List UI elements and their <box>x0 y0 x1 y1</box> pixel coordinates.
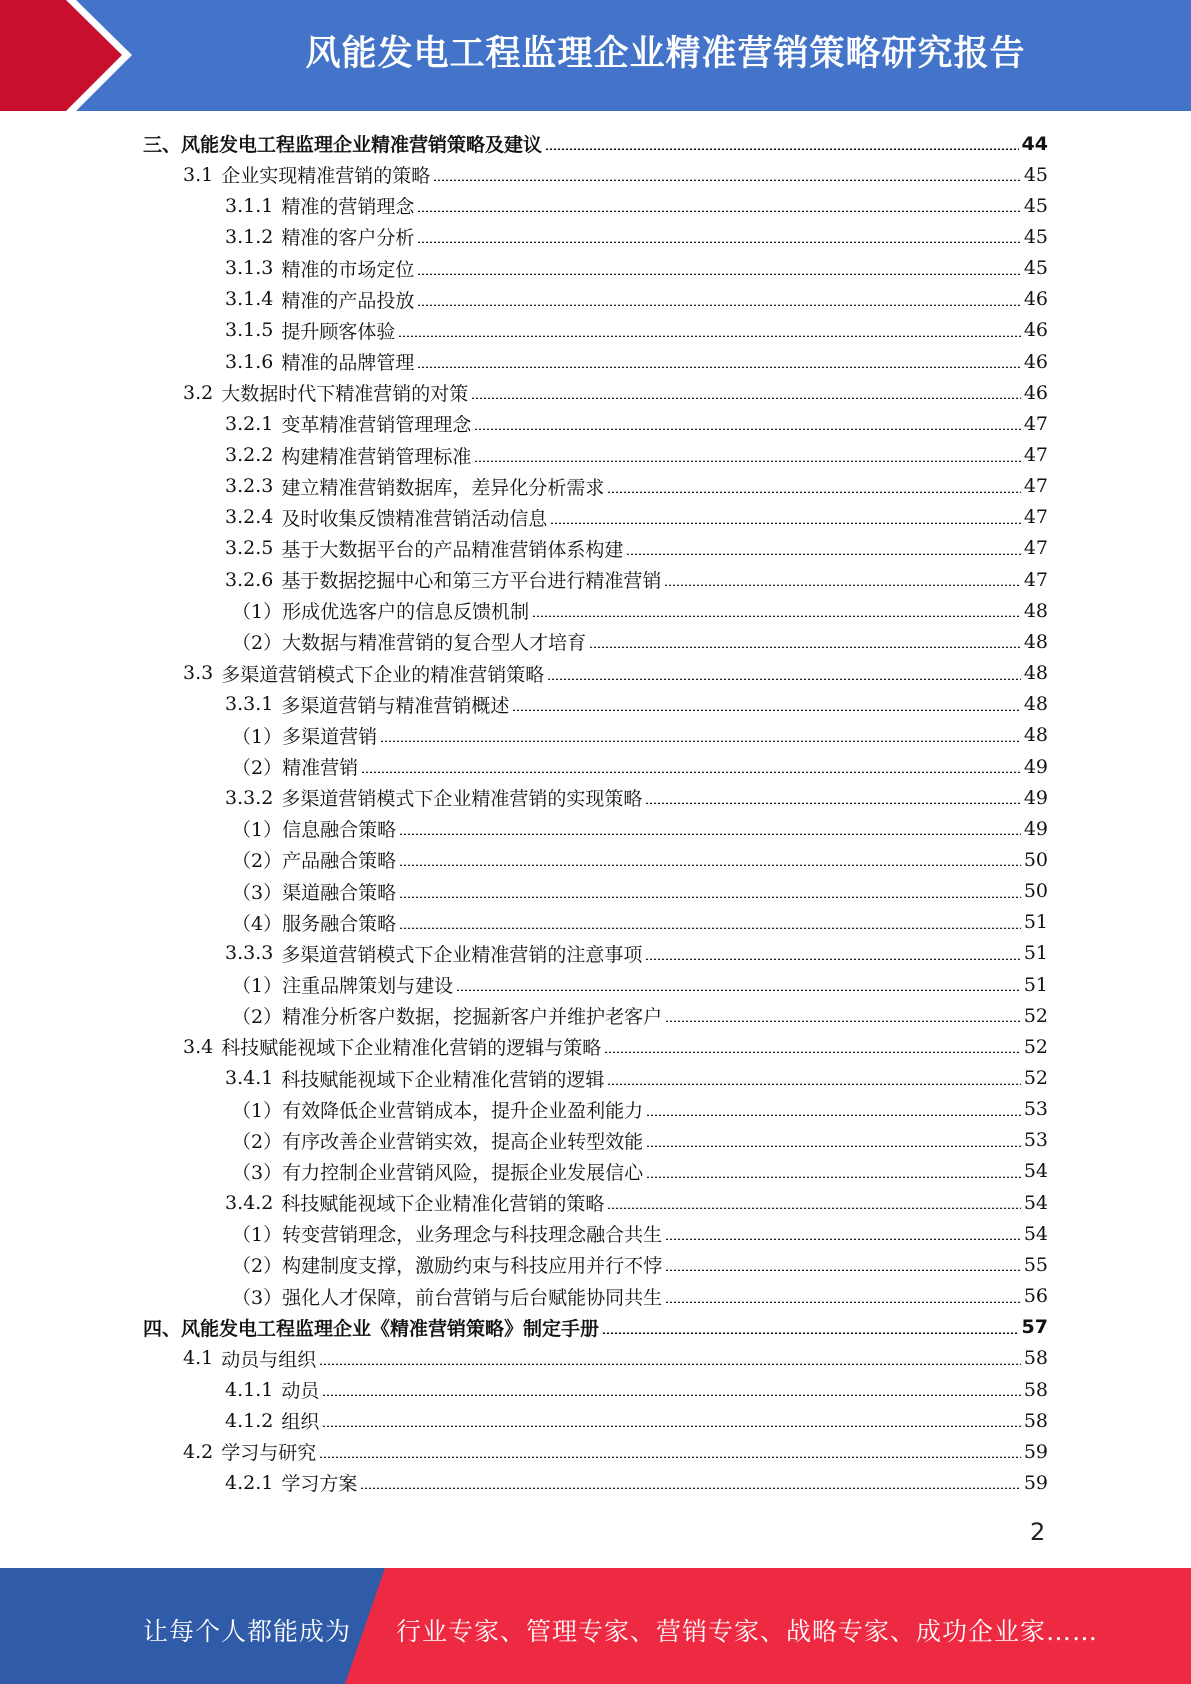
toc-entry-page: 56 <box>1023 1285 1048 1308</box>
toc-dot-leader <box>398 335 1020 337</box>
toc-entry-label: 企业实现精准营销的策略 <box>221 165 431 188</box>
toc-entry-page: 45 <box>1023 163 1048 186</box>
toc-entry[interactable] <box>225 253 1048 284</box>
toc-dot-leader <box>665 1238 1021 1240</box>
toc-entry[interactable] <box>232 1218 1048 1249</box>
toc-entry-page: 51 <box>1023 942 1048 965</box>
toc-entry-number: 3.2.1 <box>225 412 274 435</box>
toc-entry-page: 52 <box>1023 1067 1048 1089</box>
toc-dot-leader <box>607 491 1020 493</box>
toc-entry-label: 学习与研究 <box>221 1442 317 1465</box>
toc-dot-leader <box>626 553 1020 555</box>
toc-entry-label: 多渠道营销模式下企业的精准营销策略 <box>221 663 545 686</box>
toc-dot-leader <box>433 179 1021 181</box>
toc-entry[interactable] <box>225 1187 1048 1218</box>
toc-dot-leader <box>417 304 1020 306</box>
toc-entry-label: （1）转变营销理念，业务理念与科技理念融合共生 <box>232 1224 663 1247</box>
toc-entry-number: 3.2.3 <box>225 475 274 498</box>
toc-dot-leader <box>360 1487 1020 1489</box>
toc-entry[interactable] <box>225 1467 1048 1498</box>
toc-dot-leader <box>607 1207 1020 1209</box>
toc-entry-page: 45 <box>1023 257 1048 280</box>
toc-dot-leader <box>322 1394 1020 1396</box>
toc-entry[interactable] <box>225 221 1048 252</box>
toc-entry[interactable] <box>232 1000 1048 1031</box>
toc-entry-label: 精准的品牌管理 <box>281 352 415 375</box>
toc-dot-leader <box>646 1145 1021 1147</box>
toc-entry-page: 51 <box>1023 911 1048 934</box>
toc-entry-label: 多渠道营销模式下企业精准营销的注意事项 <box>281 943 643 966</box>
toc-entry[interactable] <box>232 1281 1048 1312</box>
toc-dot-leader <box>456 989 1021 991</box>
toc-dot-leader <box>319 1456 1021 1458</box>
toc-entry[interactable] <box>232 626 1048 657</box>
toc-entry-label: 科技赋能视域下企业精准化营销的策略 <box>281 1193 605 1216</box>
toc-dot-leader <box>547 678 1021 680</box>
toc-entry-number: 3.2.5 <box>225 537 274 560</box>
toc-entry-page: 49 <box>1023 755 1048 778</box>
header-red-chevron <box>0 0 150 111</box>
toc-dot-leader <box>602 1332 1019 1334</box>
toc-entry-label: （2）精准营销 <box>232 757 359 779</box>
toc-entry-page: 45 <box>1023 194 1048 217</box>
toc-entry-label: 变革精准营销管理理念 <box>281 414 472 437</box>
toc-entry-label: 科技赋能视域下企业精准化营销的逻辑 <box>281 1068 605 1091</box>
toc-entry-number: 3.2.2 <box>225 444 274 466</box>
toc-entry[interactable] <box>183 1436 1048 1467</box>
toc-entry-label: 及时收集反馈精准营销活动信息 <box>281 507 548 530</box>
toc-dot-leader <box>399 896 1021 898</box>
toc-entry[interactable] <box>225 938 1048 969</box>
toc-entry-page: 54 <box>1023 1222 1048 1245</box>
toc-dot-leader <box>399 833 1021 835</box>
toc-entry-label: （2）大数据与精准营销的复合型人才培育 <box>232 632 587 655</box>
toc-entry-page: 52 <box>1023 1035 1048 1058</box>
toc-entry[interactable] <box>232 907 1048 938</box>
toc-dot-leader <box>607 1083 1020 1085</box>
toc-dot-leader <box>474 428 1020 430</box>
toc-dot-leader <box>646 1176 1021 1178</box>
toc-dot-leader <box>361 771 1021 773</box>
toc-entry-label: 三、风能发电工程监理企业精准营销策略及建议 <box>143 134 543 156</box>
toc-entry-number: 3.1 <box>183 163 214 186</box>
toc-entry-label: 组织 <box>281 1411 320 1434</box>
toc-entry-number: 4.1 <box>183 1347 214 1370</box>
toc-entry[interactable] <box>225 315 1048 346</box>
toc-entry-page: 52 <box>1023 1004 1048 1027</box>
toc-entry[interactable] <box>183 377 1048 408</box>
toc-entry-page: 46 <box>1023 319 1048 342</box>
toc-entry-label: 四、风能发电工程监理企业《精准营销策略》制定手册 <box>143 1317 600 1340</box>
toc-entry-number: 3.1.2 <box>225 225 274 248</box>
toc-entry-page: 49 <box>1023 786 1048 809</box>
toc-entry-label: 动员 <box>281 1380 320 1402</box>
toc-entry-page: 46 <box>1023 381 1048 404</box>
toc-entry-label: （2）有序改善企业营销实效，提高企业转型效能 <box>232 1130 644 1153</box>
toc-entry-label: （2）精准分析客户数据，挖掘新客户并维护老客户 <box>232 1006 663 1029</box>
toc-entry-page: 51 <box>1023 973 1048 996</box>
toc-dot-leader <box>471 397 1021 399</box>
toc-dot-leader <box>646 1114 1021 1116</box>
toc-dot-leader <box>604 1051 1021 1053</box>
toc-entry-number: 3.1.4 <box>225 288 274 311</box>
toc-entry-page: 48 <box>1023 630 1048 653</box>
page-number: 2 <box>1030 1518 1046 1546</box>
toc-dot-leader <box>665 1020 1021 1022</box>
toc-entry[interactable] <box>232 1094 1048 1125</box>
toc-dot-leader <box>532 615 1021 617</box>
toc-dot-leader <box>474 460 1020 462</box>
toc-entry-number: 3.1.3 <box>225 257 274 280</box>
toc-entry-number: 3.3 <box>183 662 214 685</box>
toc-entry[interactable] <box>232 844 1048 875</box>
toc-entry-label: 多渠道营销与精准营销概述 <box>281 694 510 717</box>
toc-entry[interactable] <box>143 128 1048 159</box>
toc-entry-label: 学习方案 <box>281 1473 358 1496</box>
toc-entry[interactable] <box>232 969 1048 1000</box>
toc-entry-label: 精准的产品投放 <box>281 289 415 312</box>
toc-entry-page: 47 <box>1023 475 1048 498</box>
toc-entry[interactable] <box>225 782 1048 813</box>
toc-entry[interactable] <box>232 1249 1048 1280</box>
toc-entry[interactable] <box>225 346 1048 377</box>
toc-entry-page: 55 <box>1023 1253 1048 1276</box>
toc-entry-number: 3.1.1 <box>225 194 274 217</box>
toc-entry-page: 46 <box>1023 288 1048 311</box>
toc-entry-label: （1）多渠道营销 <box>232 725 378 748</box>
toc-entry-label: 建立精准营销数据库，差异化分析需求 <box>281 476 605 499</box>
footer-slogan-left: 让每个人都能成为 <box>143 1617 352 1646</box>
toc-entry-page: 48 <box>1023 662 1048 685</box>
toc-entry-page: 47 <box>1023 568 1048 591</box>
toc-entry-number: 3.3.1 <box>225 693 274 716</box>
toc-entry-page: 48 <box>1023 599 1048 622</box>
toc-entry-page: 54 <box>1023 1191 1048 1214</box>
toc-dot-leader <box>322 1425 1020 1427</box>
toc-entry-number: 3.4 <box>183 1035 214 1058</box>
footer-slogan-right: 行业专家、管理专家、营销专家、战略专家、成功企业家…… <box>396 1617 1099 1646</box>
toc-entry[interactable] <box>225 471 1048 502</box>
toc-entry[interactable] <box>225 564 1048 595</box>
toc-entry-page: 47 <box>1023 506 1048 529</box>
toc-entry-label: （1）信息融合策略 <box>232 819 397 842</box>
toc-entry-label: 精准的客户分析 <box>281 227 415 250</box>
toc-entry-number: 3.2 <box>183 381 214 404</box>
toc-entry-page: 47 <box>1023 537 1048 560</box>
toc-entry-label: 大数据时代下精准营销的对策 <box>221 383 469 406</box>
toc-entry[interactable] <box>225 1374 1048 1405</box>
toc-entry-number: 3.2.4 <box>225 506 274 529</box>
toc-entry-label: （1）形成优选客户的信息反馈机制 <box>232 601 530 624</box>
toc-entry[interactable] <box>225 190 1048 221</box>
toc-entry-number: 4.2 <box>183 1440 214 1463</box>
toc-entry[interactable] <box>225 284 1048 315</box>
toc-entry-label: 基于大数据平台的产品精准营销体系构建 <box>281 538 624 561</box>
toc-entry-page: 50 <box>1023 848 1048 871</box>
toc-dot-leader <box>399 927 1021 929</box>
toc-entry-label: （1）注重品牌策划与建设 <box>232 975 454 998</box>
toc-entry-page: 48 <box>1023 724 1048 747</box>
page-footer <box>0 1568 1191 1684</box>
toc-entry-number: 4.1.2 <box>225 1409 274 1432</box>
toc-entry-label: （4）服务融合策略 <box>232 912 397 935</box>
toc-dot-leader <box>545 148 1019 150</box>
toc-entry[interactable] <box>225 689 1048 720</box>
toc-entry-page: 47 <box>1023 412 1048 435</box>
toc-entry-page: 54 <box>1023 1160 1048 1183</box>
toc-entry-number: 3.3.3 <box>225 942 274 965</box>
report-title: 风能发电工程监理企业精准营销策略研究报告 <box>305 34 1026 74</box>
toc-entry-page: 57 <box>1021 1316 1048 1339</box>
toc-entry-page: 45 <box>1023 225 1048 248</box>
toc-dot-leader <box>665 1301 1021 1303</box>
toc-entry-page: 44 <box>1021 132 1048 155</box>
toc-dot-leader <box>664 584 1020 586</box>
toc-entry-page: 58 <box>1023 1347 1048 1370</box>
toc-entry-number: 3.4.2 <box>225 1191 274 1214</box>
toc-entry-label: （1）有效降低企业营销成本，提升企业盈利能力 <box>232 1099 644 1122</box>
toc-entry-number: 3.4.1 <box>225 1067 274 1089</box>
toc-entry-page: 59 <box>1023 1471 1048 1494</box>
toc-dot-leader <box>380 740 1021 742</box>
toc-entry-label: 动员与组织 <box>221 1348 317 1371</box>
toc-dot-leader <box>665 1269 1021 1271</box>
toc-entry-number: 3.1.6 <box>225 350 274 373</box>
toc-dot-leader <box>319 1363 1021 1365</box>
toc-entry[interactable] <box>183 1343 1048 1374</box>
toc-entry[interactable] <box>225 502 1048 533</box>
toc-entry[interactable] <box>183 658 1048 689</box>
toc-entry[interactable] <box>225 408 1048 439</box>
toc-entry-label: （2）构建制度支撑，激励约束与科技应用并行不悖 <box>232 1255 663 1278</box>
toc-dot-leader <box>417 273 1020 275</box>
toc-entry[interactable] <box>232 720 1048 751</box>
toc-entry[interactable] <box>232 813 1048 844</box>
toc-entry[interactable] <box>232 1156 1048 1187</box>
toc-entry[interactable] <box>143 1312 1048 1343</box>
toc-entry-label: 科技赋能视域下企业精准化营销的逻辑与策略 <box>221 1037 602 1060</box>
toc-entry-page: 47 <box>1023 444 1048 466</box>
toc-dot-leader <box>550 522 1020 524</box>
toc-entry-label: （3）有力控制企业营销风险，提振企业发展信心 <box>232 1161 644 1184</box>
toc-entry[interactable] <box>232 751 1048 782</box>
toc-entry[interactable] <box>225 1405 1048 1436</box>
toc-entry-number: 3.2.6 <box>225 568 274 591</box>
toc-dot-leader <box>512 709 1020 711</box>
toc-entry-label: 精准的营销理念 <box>281 196 415 219</box>
toc-dot-leader <box>645 802 1020 804</box>
toc-entry-page: 49 <box>1023 817 1048 840</box>
toc-dot-leader <box>645 958 1020 960</box>
toc-entry[interactable] <box>183 1031 1048 1062</box>
toc-entry[interactable] <box>225 440 1048 471</box>
toc-entry-label: 构建精准营销管理标准 <box>281 445 472 468</box>
toc-entry-label: 提升顾客体验 <box>281 320 396 343</box>
toc-entry-label: 精准的市场定位 <box>281 258 415 281</box>
toc-entry-page: 50 <box>1023 880 1048 903</box>
toc-entry[interactable] <box>225 1063 1048 1094</box>
toc-entry-page: 53 <box>1023 1129 1048 1152</box>
toc-entry-page: 59 <box>1023 1440 1048 1463</box>
toc-entry-label: 基于数据挖掘中心和第三方平台进行精准营销 <box>281 570 662 593</box>
toc-entry-label: （3）渠道融合策略 <box>232 881 397 904</box>
toc-entry[interactable] <box>232 595 1048 626</box>
toc-entry-page: 58 <box>1023 1409 1048 1432</box>
toc-entry-page: 48 <box>1023 693 1048 716</box>
toc-entry-label: （2）产品融合策略 <box>232 850 397 873</box>
toc-entry-number: 3.1.5 <box>225 319 274 342</box>
toc-entry-number: 4.1.1 <box>225 1378 274 1401</box>
toc-entry-page: 46 <box>1023 350 1048 373</box>
toc-dot-leader <box>417 241 1020 243</box>
toc-entry[interactable] <box>232 1125 1048 1156</box>
toc-entry[interactable] <box>183 159 1048 190</box>
toc-dot-leader <box>589 646 1021 648</box>
toc-entry-label: （3）强化人才保障，前台营销与后台赋能协同共生 <box>232 1286 663 1309</box>
toc-entry-page: 53 <box>1023 1098 1048 1121</box>
toc-dot-leader <box>399 864 1021 866</box>
toc-entry-page: 58 <box>1023 1378 1048 1401</box>
toc-dot-leader <box>417 210 1020 212</box>
page-header <box>0 0 1191 111</box>
toc-dot-leader <box>417 366 1020 368</box>
toc-entry-number: 4.2.1 <box>225 1471 274 1494</box>
toc-entry[interactable] <box>225 533 1048 564</box>
toc-entry-label: 多渠道营销模式下企业精准营销的实现策略 <box>281 788 643 811</box>
toc-entry-number: 3.3.2 <box>225 786 274 809</box>
toc-entry[interactable] <box>232 876 1048 907</box>
